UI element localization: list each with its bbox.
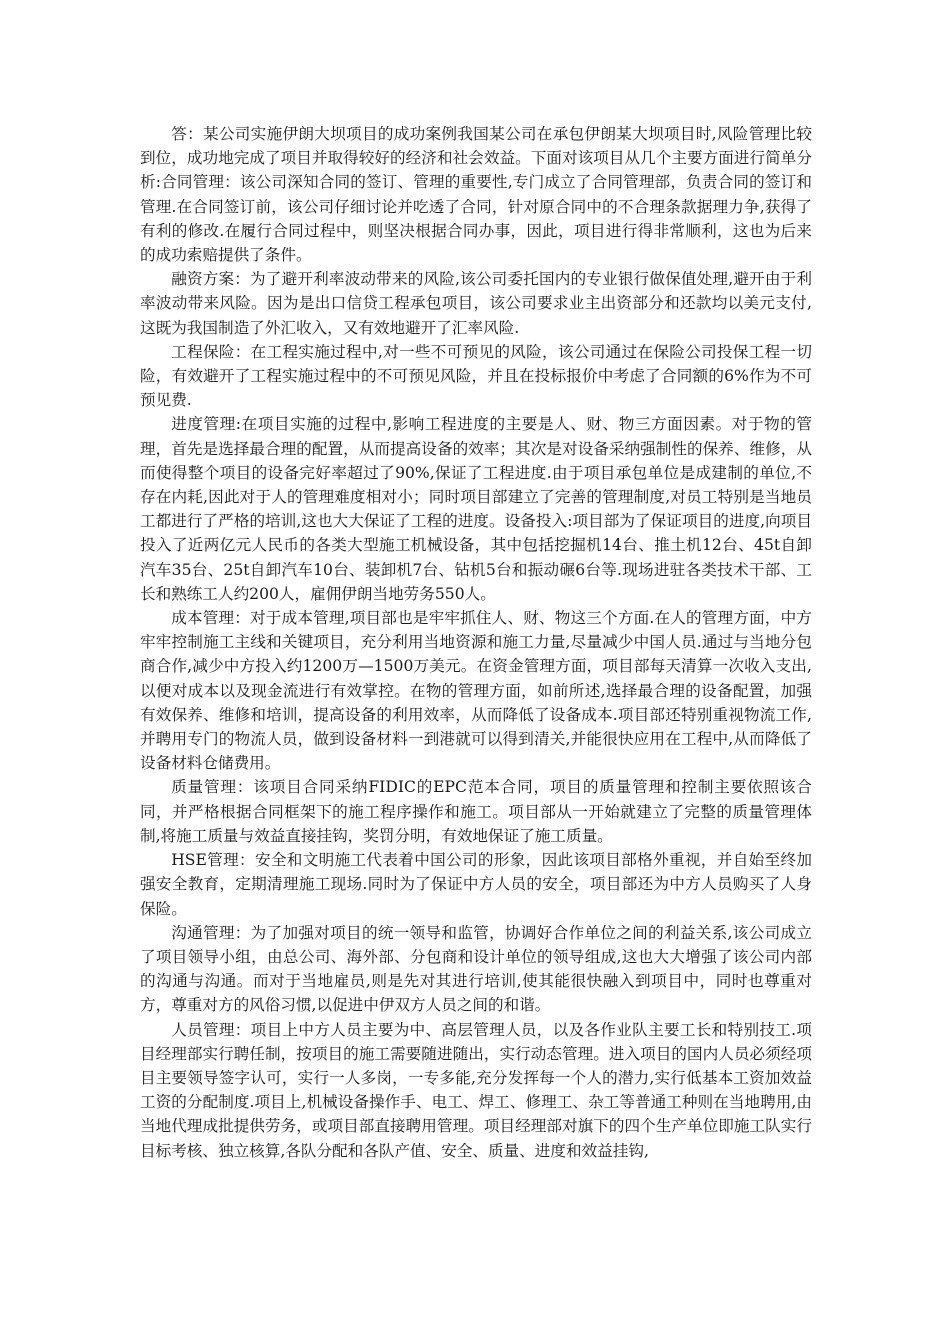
paragraph-cost: 成本管理：对于成本管理,项目部也是牢牢抓住人、财、物这三个方面.在人的管理方面，中方牢牢控制施工主线和关键项目，充分利用当地资源和施工力量,尽量减少中国人员.通过与当地分包商合作,减少中方投入约1200万—1500万美元。在资金管理方面，项目部每天清算一次收入支出,以便对成本以及现金流进行有效掌控。在物的管理方面，如前所述,选择最合理的设备配置，加强有效保养、维修和培训，提高设备的利用效率，从而降低了设备成本.项目部还特别重视物流工作,并聘用专门的物流人员，做到设备材料一到港就可以得到清关,并能很快应用在工程中,从而降低了设备材料仓储费用。 (140, 609, 812, 773)
paragraph-financing: 融资方案：为了避开利率波动带来的风险,该公司委托国内的专业银行做保值处理,避开由于利率波动带来风险。因为是出口信贷工程承包项目，该公司要求业主出资部分和还款均以美元支付,这既为我国制造了外汇收入，又有效地避开了汇率风险. (140, 270, 812, 337)
paragraph-schedule: 进度管理:在项目实施的过程中,影响工程进度的主要是人、财、物三方面因素。对于物的管理，首先是选择最合理的配置，从而提高设备的效率；其次是对设备采纳强制性的保养、维修，从而使得整个项目的设备完好率超过了90%,保证了工程进度.由于项目承包单位是成建制的单位,不存在内耗,因此对于人的管理难度相对小；同时项目部建立了完善的管理制度,对员工特别是当地员工都进行了严格的培训,这也大大保证了工程的进度。设备投入:项目部为了保证项目的进度,向项目投入了近两亿元人民币的各类大型施工机械设备，其中包括挖掘机14台、推土机12台、45t自卸汽车35台、25t自卸汽车10台、装卸机7台、钻机5台和振动碾6台等.现场进驻各类技术干部、工长和熟练工人约200人，雇佣伊朗当地劳务550人。 (140, 415, 812, 603)
paragraph-hse: HSE管理：安全和文明施工代表着中国公司的形象，因此该项目部格外重视，并自始至终加强安全教育，定期清理施工现场.同时为了保证中方人员的安全，项目部还为中方人员购买了人身保险。 (140, 851, 812, 918)
paragraph-personnel: 人员管理：项目上中方人员主要为中、高层管理人员，以及各作业队主要工长和特别技工.项目经理部实行聘任制，按项目的施工需要随进随出，实行动态管理。进入项目的国内人员必须经项目主要领导签字认可，实行一人多岗，一专多能,充分发挥每一个人的潜力,实行低基本工资加效益工资的分配制度.项目上,机械设备操作手、电工、焊工、修理工、杂工等普通工种则在当地聘用,由当地代理成批提供劳务，或项目部直接聘用管理。项目经理部对旗下的四个生产单位即施工队实行目标考核、独立核算,各队分配和各队产值、安全、质量、进度和效益挂钩, (140, 1020, 812, 1160)
paragraph-insurance: 工程保险：在工程实施过程中,对一些不可预见的风险，该公司通过在保险公司投保工程一切险，有效避开了工程实施过程中的不可预见风险，并且在投标报价中考虑了合同额的6%作为不可预见费. (140, 342, 812, 410)
document-body (140, 122, 812, 1163)
paragraph-communication: 沟通管理：为了加强对项目的统一领导和监管，协调好合作单位之间的利益关系,该公司成立了项目领导小组，由总公司、海外部、分包商和设计单位的领导组成,这也大大增强了该公司内部的沟通与沟通。而对于当地雇员,则是先对其进行培训,使其能很快融入到项目中，同时也尊重对方，尊重对方的风俗习惯,以促进中伊双方人员之间的和谐。 (140, 923, 812, 1015)
paragraph-quality: 质量管理：该项目合同采纳FIDIC的EPC范本合同，项目的质量管理和控制主要依照该合同，并严格根据合同框架下的施工程序操作和施工。项目部从一开始就建立了完整的质量管理体制,将施工质量与效益直接挂钩，奖罚分明，有效地保证了施工质量。 (140, 778, 812, 845)
paragraph-answer-intro: 答：某公司实施伊朗大坝项目的成功案例我国某公司在承包伊朗某大坝项目时,风险管理比较到位，成功地完成了项目并取得较好的经济和社会效益。下面对该项目从几个主要方面进行简单分析:合同管理：该公司深知合同的签订、管理的重要性,专门成立了合同管理部，负责合同的签订和管理.在合同签订前，该公司仔细讨论并吃透了合同，针对原合同中的不合理条款据理力争,获得了有利的修改.在履行合同过程中，则坚决根据合同办事，因此，项目进行得非常顺利，这也为后来的成功索赔提供了条件。 (140, 125, 812, 265)
